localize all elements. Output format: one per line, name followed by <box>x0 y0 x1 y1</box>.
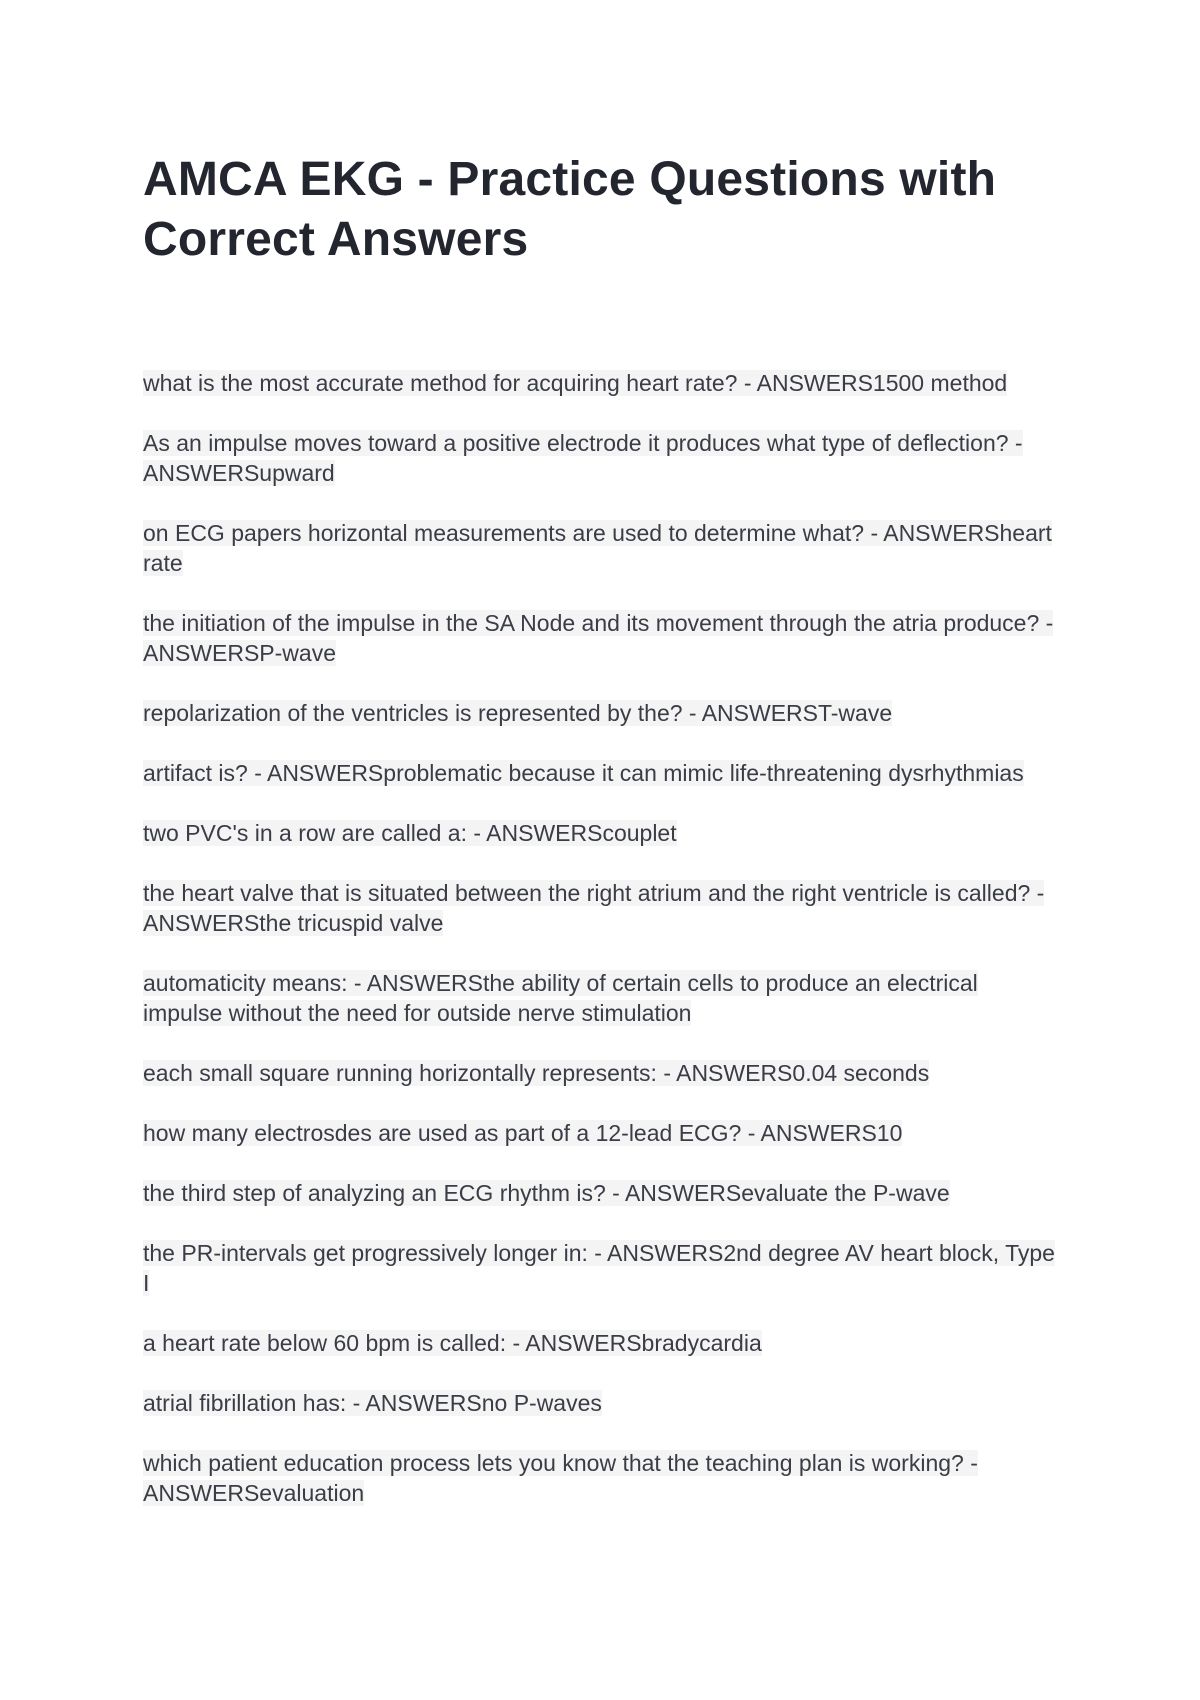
qa-text: artifact is? - ANSWERSproblematic because it can mimic life-threatening dysrhythmias <box>143 760 1024 786</box>
qa-text: a heart rate below 60 bpm is called: - ANSWERSbradycardia <box>143 1330 762 1356</box>
qa-text: the initiation of the impulse in the SA Node and its movement through the atria produce? - ANSWERSP-wave <box>143 610 1054 666</box>
qa-text: repolarization of the ventricles is represented by the? - ANSWERST-wave <box>143 700 893 726</box>
qa-text: As an impulse moves toward a positive electrode it produces what type of deflection? - ANSWERSupward <box>143 430 1023 486</box>
qa-item <box>143 698 1063 728</box>
qa-item <box>143 1388 1063 1418</box>
qa-item <box>143 1118 1063 1148</box>
qa-text: which patient education process lets you know that the teaching plan is working? - ANSWERSevaluation <box>143 1450 978 1506</box>
qa-text: how many electrosdes are used as part of a 12-lead ECG? - ANSWERS10 <box>143 1120 903 1146</box>
qa-item <box>143 518 1063 578</box>
qa-text: the PR-intervals get progressively longer in: - ANSWERS2nd degree AV heart block, Type I <box>143 1240 1055 1296</box>
qa-text: what is the most accurate method for acquiring heart rate? - ANSWERS1500 method <box>143 370 1008 396</box>
qa-item <box>143 428 1063 488</box>
qa-text: the heart valve that is situated between the right atrium and the right ventricle is called? - ANSWERSthe tricuspid valve <box>143 880 1045 936</box>
qa-item <box>143 1238 1063 1298</box>
qa-text: two PVC's in a row are called a: - ANSWERScouplet <box>143 820 677 846</box>
qa-item <box>143 758 1063 788</box>
qa-item <box>143 1058 1063 1088</box>
qa-text: the third step of analyzing an ECG rhythm is? - ANSWERSevaluate the P-wave <box>143 1180 950 1206</box>
qa-item <box>143 608 1063 668</box>
qa-text: on ECG papers horizontal measurements are used to determine what? - ANSWERSheart rate <box>143 520 1052 576</box>
document-title: AMCA EKG - Practice Questions with Correct Answers <box>143 153 997 266</box>
qa-text: atrial fibrillation has: - ANSWERSno P-waves <box>143 1390 602 1416</box>
qa-text: automaticity means: - ANSWERSthe ability of certain cells to produce an electrical impulse without the need for outside nerve stimulation <box>143 970 978 1026</box>
qa-text: each small square running horizontally represents: - ANSWERS0.04 seconds <box>143 1060 930 1086</box>
qa-item <box>143 818 1063 848</box>
document-page <box>143 150 1063 1538</box>
qa-list <box>143 368 1063 1508</box>
qa-item <box>143 878 1063 938</box>
qa-item <box>143 1178 1063 1208</box>
qa-item <box>143 1328 1063 1358</box>
qa-item <box>143 368 1063 398</box>
qa-item <box>143 968 1063 1028</box>
qa-item <box>143 1448 1063 1508</box>
